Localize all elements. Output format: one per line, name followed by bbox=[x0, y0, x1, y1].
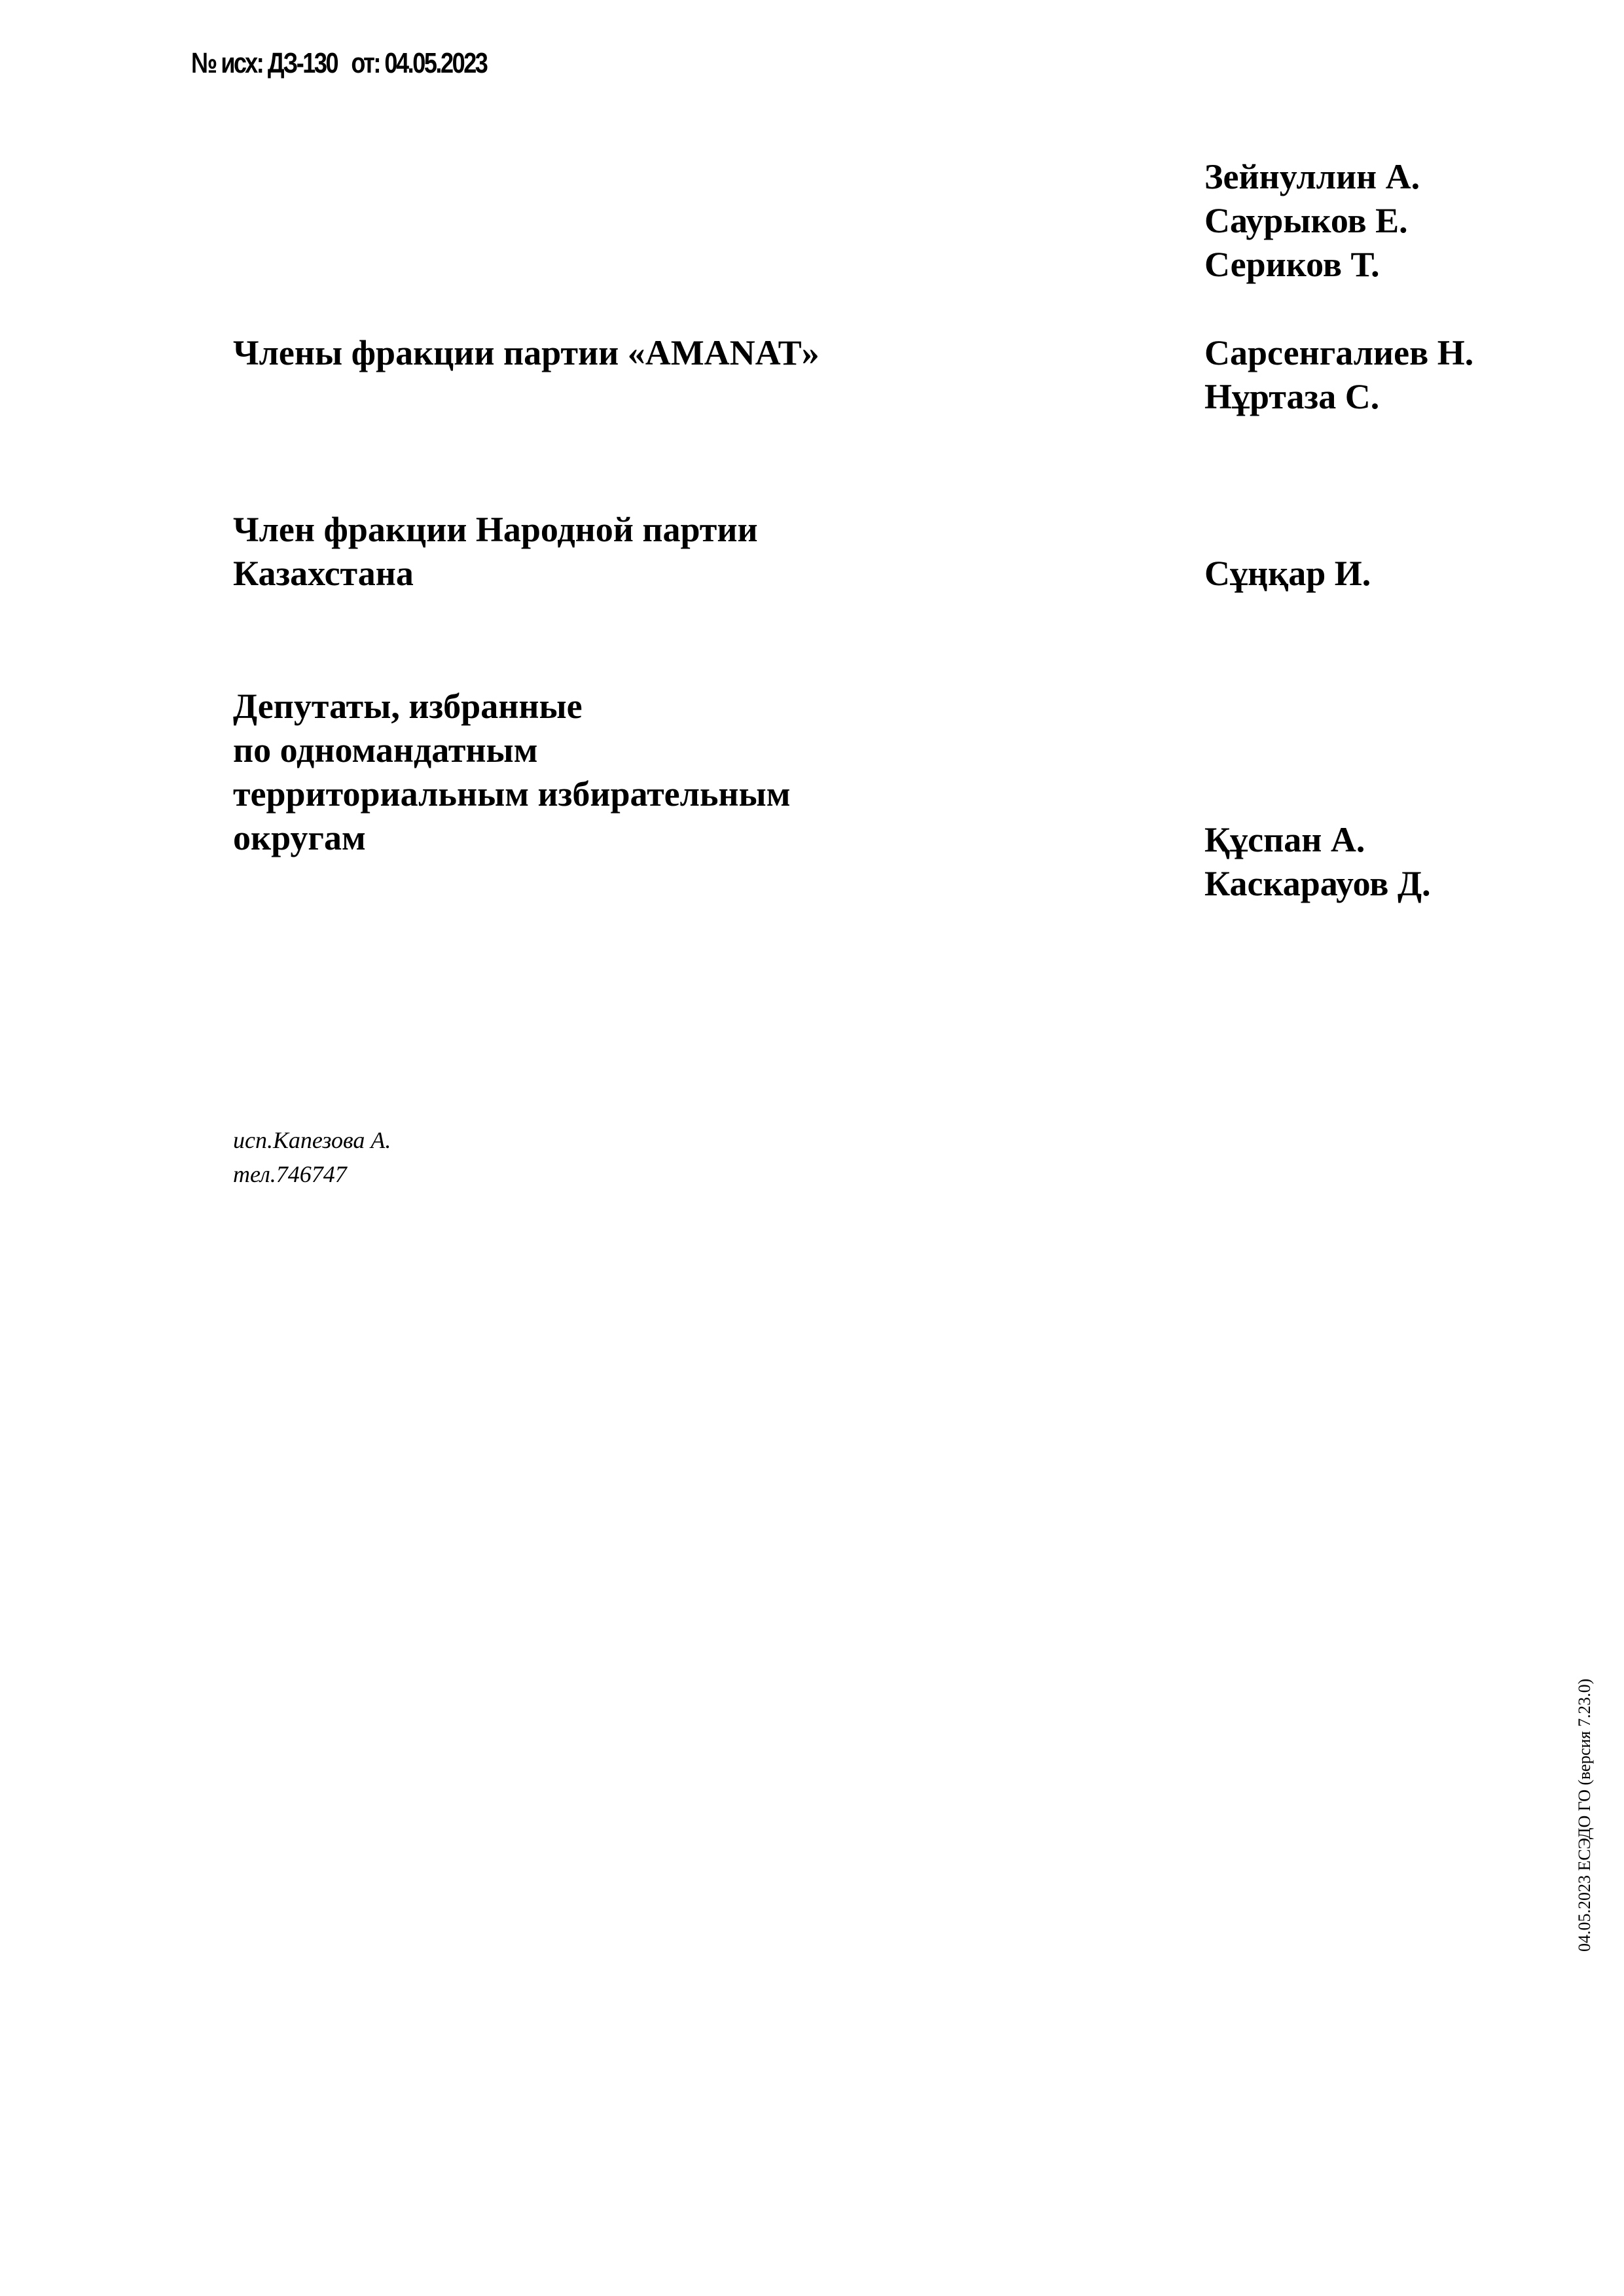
executor-name: исп.Капезова А. bbox=[233, 1127, 391, 1153]
group-label-line: Казахстана bbox=[233, 554, 414, 593]
group-label-line: Депутаты, избранные bbox=[233, 687, 583, 726]
peoples-party-group-label bbox=[233, 508, 758, 596]
amanat-group-label bbox=[233, 331, 820, 375]
single-mandate-members-list bbox=[1204, 818, 1431, 906]
group-label-line: территориальным избирательным bbox=[233, 774, 791, 814]
group-label-line: Член фракции Народной партии bbox=[233, 510, 758, 549]
outgoing-number: № исх: ДЗ-130 bbox=[191, 47, 338, 79]
edms-side-stamp: 04.05.2023 ЕСЭДО ГО (версия 7.23.0) bbox=[1575, 1678, 1594, 1952]
outgoing-number-header bbox=[191, 47, 486, 80]
member-name: Зейнуллин А. bbox=[1204, 157, 1420, 196]
member-name: Құспан А. bbox=[1204, 820, 1365, 859]
group-label-line: по одномандатным bbox=[233, 730, 538, 770]
executor-info bbox=[233, 1123, 391, 1191]
member-name: Сарсенгалиев Н. bbox=[1204, 333, 1474, 372]
single-mandate-group-label bbox=[233, 685, 790, 860]
executor-phone: тел.746747 bbox=[233, 1161, 347, 1187]
group-label-line: округам bbox=[233, 818, 366, 857]
amanat-members-list bbox=[1204, 155, 1420, 287]
group-label-line: Члены фракции партии «AMANAT» bbox=[233, 333, 820, 372]
member-name: Сериков Т. bbox=[1204, 245, 1380, 284]
member-name: Нұртаза С. bbox=[1204, 377, 1380, 416]
amanat-members-list-cont bbox=[1204, 331, 1473, 419]
member-name: Каскарауов Д. bbox=[1204, 864, 1431, 903]
outgoing-date: от: 04.05.2023 bbox=[351, 47, 487, 79]
peoples-party-members-list bbox=[1204, 552, 1371, 596]
member-name: Сұңқар И. bbox=[1204, 554, 1371, 593]
member-name: Саурыков Е. bbox=[1204, 201, 1408, 240]
